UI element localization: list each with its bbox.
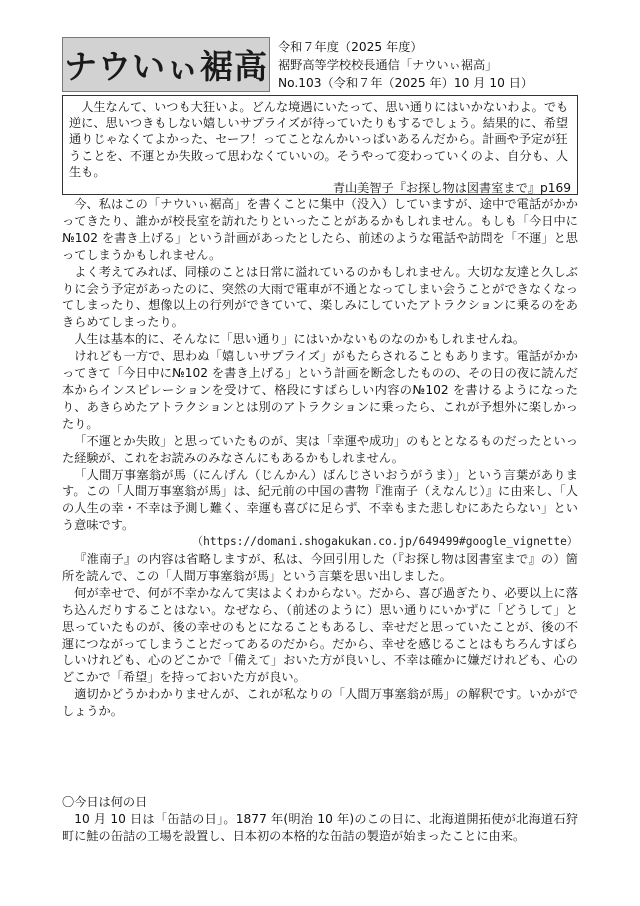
quote-text: 人生なんて、いつも大狂いよ。どんな境遇にいたって、思い通りにはいかないわよ。でも逆に、思いつきもしない嬉しいサプライズが待っていたりもするでしょう。結果的に、希望通りじゃなくてよかった、セーフ！ってことなんかいっぱいあるんだから。計画や予定が狂うことを、不運とか失敗って思わなくていいの。そうやって変わっていくのよ、自分も、人生も。 bbox=[69, 100, 569, 179]
article-paragraph: よく考えてみれば、同様のことは日常に溢れているのかもしれません。大切な友達と久しぶりに会う予定があったのに、突然の大雨で電車が不通となってしまい会うことができなくなってしまったり、想像以上の行列ができていて、楽しみにしていたアトラクションに乗るのをあきらめてしまったり。 bbox=[62, 264, 578, 330]
article-paragraph: 人生は基本的に、そんなに「思い通り」にはいかないものなのかもしれませんね。 bbox=[74, 332, 526, 347]
article-paragraph: 「不運とか失敗」と思っていたものが、実は「幸運や成功」のもととなるものだったといった経験が、これをお読みのみなさんにもあるかもしれません。 bbox=[62, 433, 578, 465]
article-paragraph: 適切かどうかわかりませんが、これが私なりの「人間万事塞翁が馬」の解釈です。いかがでしょうか。 bbox=[62, 687, 578, 719]
article-body bbox=[62, 196, 578, 720]
issue-number-date: No.103（令和７年（2025 年）10 月 10 日） bbox=[278, 76, 534, 90]
issue-info bbox=[278, 38, 578, 92]
quote-source: 青山美智子『お探し物は図書室まで』p169 bbox=[332, 181, 571, 196]
fiscal-year: 令和７年度（2025 年度） bbox=[278, 40, 423, 54]
title-banner bbox=[62, 37, 270, 92]
trivia-heading: 〇今日は何の日 bbox=[62, 795, 148, 809]
article-paragraph: 「人間万事塞翁が馬（にんげん（じんかん）ばんじさいおうがうま）」という言葉があります。この「人間万事塞翁が馬」は、紀元前の中国の書物『淮南子（えなんじ）』に由来し、「人の人生の幸・不幸は予測し難く、幸運も喜びに足らず、不幸もまた悲しむにあたらない」という意味です。 bbox=[62, 467, 578, 533]
article-paragraph: 今、私はこの「ナウいぃ裾高」を書くことに集中（没入）していますが、途中で電話がかかってきたり、誰かが校長室を訪れたりといったことがあるかもしれません。もしも「今日中に№102 を書き上げる」という計画があったとしたら、前述のような電話や訪問を「不運」と思ってしまうかもしれません。 bbox=[62, 197, 578, 262]
trivia-text: 10 月 10 日は「缶詰の日」。1877 年(明治 10 年)のこの日に、北海道開拓使が北海道石狩町に鮭の缶詰の工場を設置し、日本初の本格的な缶詰の製造が始まったことに由来。 bbox=[62, 811, 578, 843]
quote-box bbox=[62, 95, 578, 195]
newsletter-title: ナウいぃ裾高 bbox=[64, 47, 268, 86]
article-paragraph: 『淮南子』の内容は省略しますが、私は、今回引用した（『お探し物は図書室まで』の）箇所を読んで、この「人間万事塞翁が馬」という言葉を思い出しました。 bbox=[62, 552, 578, 583]
article-paragraph: けれども一方で、思わぬ「嬉しいサプライズ」がもたらされることもあります。電話がかかってきて「今日中に№102 を書き上げる」という計画を断念したものの、その日の夜に読んだ本からインスピレーションを受けて、格段にすばらしい内容の№102 を書けるようになったり、あきらめたアトラクションとは別のアトラクションに乗ったら、これが予想外に楽しかったり。 bbox=[62, 349, 578, 431]
article-paragraph: 何が幸せで、何が不幸かなんて実はよくわからない。だから、喜び過ぎたり、必要以上に落ち込んだりすることはない。なぜなら、（前述のように）思い通りにいかずに「どうして」と思っていたものが、後の幸せのもとになることもあるし、幸せだと思っていたことが、後の不運につながってしまうことだってあるのだから。だから、幸せを感じることはもちろんすばらしいけれども、心のどこかで「備えて」おいた方が良いし、不幸は確かに嫌だけれども、心のどこかで「希望」を持っておいた方が良い。 bbox=[62, 585, 578, 685]
reference-url: （https://domani.shogakukan.co.jp/649499#google_vignette） bbox=[191, 535, 578, 549]
newsletter-header bbox=[62, 37, 578, 92]
publication-name: 裾野高等学校校長通信「ナウいぃ裾高」 bbox=[278, 58, 498, 72]
today-trivia bbox=[62, 794, 578, 845]
